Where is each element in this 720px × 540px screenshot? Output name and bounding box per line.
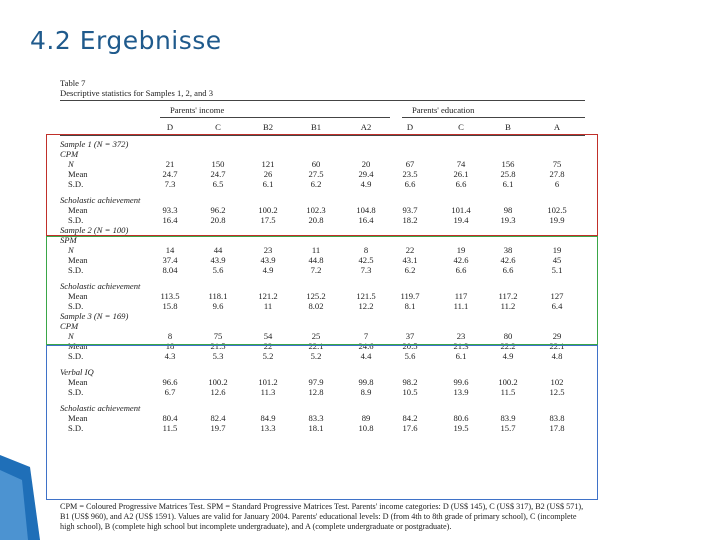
table-cell: 21 [165, 159, 175, 169]
table-cell: 12.8 [308, 387, 324, 397]
table-cell: 11 [263, 301, 273, 311]
table-cell: 21.3 [453, 341, 469, 351]
table-cell: 83.3 [308, 413, 324, 423]
table-cell: 18.1 [308, 423, 324, 433]
table-cell: 17.5 [260, 215, 276, 225]
table-cell: 99.8 [358, 377, 374, 387]
table-cell: 93.7 [402, 205, 418, 215]
sample-2-highlight-box [46, 236, 598, 345]
table-cell: 125.2 [306, 291, 326, 301]
table-cell: 67 [405, 159, 415, 169]
table-cell: 156 [501, 159, 515, 169]
table-cell: 117 [454, 291, 468, 301]
table-cell: 4.4 [360, 351, 372, 361]
group-header-education: Parents' education [412, 105, 475, 115]
column-header: D [166, 122, 174, 132]
top-rule [60, 100, 585, 101]
row-label: S.D. [68, 387, 84, 397]
table-cell: 5.6 [404, 351, 416, 361]
sample-label: Sample 1 (N = 372) [60, 139, 129, 149]
table-cell: 5.6 [212, 265, 224, 275]
table-cell: 11.5 [162, 423, 178, 433]
table-cell: 100.2 [258, 205, 278, 215]
column-header: D [406, 122, 414, 132]
table-cell: 5.1 [551, 265, 563, 275]
table-cell: 22.1 [549, 341, 565, 351]
table-cell: 80 [503, 331, 513, 341]
table-cell: 80.4 [162, 413, 178, 423]
row-label: S.D. [68, 301, 84, 311]
table-cell: 12.5 [549, 387, 565, 397]
row-label: S.D. [68, 265, 84, 275]
table-cell: 16.4 [162, 215, 178, 225]
table-cell: 82.4 [210, 413, 226, 423]
table-cell: 6.1 [262, 179, 274, 189]
table-cell: 119.7 [400, 291, 420, 301]
table-cell: 4.9 [262, 265, 274, 275]
table-cell: 19.3 [500, 215, 516, 225]
sample-3-highlight-box [46, 345, 598, 500]
table-cell: 37 [405, 331, 415, 341]
table-cell: 11.1 [453, 301, 469, 311]
table-cell: 10.8 [358, 423, 374, 433]
table-cell: 98.2 [402, 377, 418, 387]
table-cell: 20 [361, 159, 371, 169]
table-cell: 7 [363, 331, 369, 341]
table-cell: 20.8 [210, 215, 226, 225]
table-cell: 96.2 [210, 205, 226, 215]
table-cell: 13.9 [453, 387, 469, 397]
table-cell: 5.2 [310, 351, 322, 361]
table-cell: 20.8 [308, 215, 324, 225]
table-cell: 23.5 [402, 169, 418, 179]
table-cell: 42.6 [500, 255, 516, 265]
table-cell: 113.5 [160, 291, 180, 301]
row-label: N [68, 245, 74, 255]
row-label: Mean [68, 377, 88, 387]
table-cell: 6.2 [310, 179, 322, 189]
row-label: S.D. [68, 215, 84, 225]
table-cell: 84.9 [260, 413, 276, 423]
table-cell: 25.8 [500, 169, 516, 179]
table-cell: 19 [456, 245, 466, 255]
table-cell: 22 [405, 245, 415, 255]
table-cell: 6.6 [404, 179, 416, 189]
table-cell: 13.3 [260, 423, 276, 433]
table-cell: 23 [263, 245, 273, 255]
table-cell: 102.5 [547, 205, 567, 215]
measure-label: Scholastic achievement [60, 403, 141, 413]
table-cell: 96.6 [162, 377, 178, 387]
table-cell: 84.2 [402, 413, 418, 423]
table-cell: 100.2 [498, 377, 518, 387]
row-label: S.D. [68, 423, 84, 433]
table-cell: 6.4 [551, 301, 563, 311]
table-cell: 18.2 [402, 215, 418, 225]
table-cell: 102 [550, 377, 564, 387]
table-cell: 6.5 [212, 179, 224, 189]
table-cell: 29.4 [358, 169, 374, 179]
table-cell: 8 [363, 245, 369, 255]
table-cell: 8 [167, 331, 173, 341]
table-cell: 6.1 [455, 351, 467, 361]
table-cell: 6.1 [502, 179, 514, 189]
table-cell: 25 [311, 331, 321, 341]
measure-label: CPM [60, 321, 79, 331]
table-cell: 22.1 [308, 341, 324, 351]
table-cell: 17.8 [549, 423, 565, 433]
row-label: Mean [68, 291, 88, 301]
table-cell: 44.8 [308, 255, 324, 265]
table-cell: 45 [552, 255, 562, 265]
table-cell: 26 [263, 169, 273, 179]
table-cell: 5.2 [262, 351, 274, 361]
table-cell: 19.5 [453, 423, 469, 433]
column-header: B [505, 122, 511, 132]
table-cell: 101.2 [258, 377, 278, 387]
decorative-corner-shape [0, 455, 50, 540]
table-cell: 11 [311, 245, 321, 255]
table-cell: 97.9 [308, 377, 324, 387]
table-cell: 43.1 [402, 255, 418, 265]
row-label: Mean [68, 341, 88, 351]
column-header: C [215, 122, 221, 132]
table-cell: 104.8 [356, 205, 376, 215]
table-cell: 101.4 [451, 205, 471, 215]
table-cell: 17.6 [402, 423, 418, 433]
table-cell: 83.9 [500, 413, 516, 423]
table-cell: 15.7 [500, 423, 516, 433]
table-cell: 8.1 [404, 301, 416, 311]
table-cell: 27.8 [549, 169, 565, 179]
table-cell: 9.6 [212, 301, 224, 311]
table-cell: 22.2 [500, 341, 516, 351]
column-header: B2 [262, 122, 274, 132]
table-cell: 19.4 [453, 215, 469, 225]
row-label: N [68, 331, 74, 341]
table-cell: 37.4 [162, 255, 178, 265]
table-cell: 4.3 [164, 351, 176, 361]
table-cell: 20.5 [402, 341, 418, 351]
table-cell: 21.5 [210, 341, 226, 351]
table-cell: 19.9 [549, 215, 565, 225]
table-cell: 54 [263, 331, 273, 341]
table-cell: 89 [361, 413, 371, 423]
income-group-rule [160, 117, 390, 118]
measure-label: Verbal IQ [60, 367, 94, 377]
table-cell: 99.6 [453, 377, 469, 387]
table-cell: 127 [550, 291, 564, 301]
row-label: S.D. [68, 351, 84, 361]
row-label: Mean [68, 255, 88, 265]
table-cell: 29 [552, 331, 562, 341]
table-cell: 4.9 [360, 179, 372, 189]
table-cell: 7.3 [360, 265, 372, 275]
table-notes: CPM = Coloured Progressive Matrices Test. SPM = Standard Progressive Matrices Test. Parents' income categories: D (US$ 145), C (US$ 317), B2 (US$ 571), B1 (US$ 960), and A2 (US$ 1591). Values are valid for January 2004. Parents' educational levels: D (from 4th to 8th grade of primary school), C (incomplete high school), B (complete high school but incomplete undergraduate), and A (complete undergraduate or postgraduate). [60, 502, 584, 531]
sample-label: Sample 2 (N = 100) [60, 225, 129, 235]
measure-label: SPM [60, 235, 77, 245]
table-cell: 24.6 [358, 341, 374, 351]
sample-label: Sample 3 (N = 169) [60, 311, 129, 321]
table-cell: 80.6 [453, 413, 469, 423]
table-cell: 19 [552, 245, 562, 255]
table-cell: 26.1 [453, 169, 469, 179]
table-cell: 44 [213, 245, 223, 255]
table-cell: 15.8 [162, 301, 178, 311]
table-cell: 8.02 [308, 301, 324, 311]
table-caption-title: Descriptive statistics for Samples 1, 2, and 3 [60, 88, 213, 98]
table-cell: 83.8 [549, 413, 565, 423]
table-cell: 11.2 [500, 301, 516, 311]
table-cell: 118.1 [208, 291, 228, 301]
table-cell: 100.2 [208, 377, 228, 387]
column-header: C [458, 122, 464, 132]
slide-title: 4.2 Ergebnisse [30, 26, 222, 55]
table-cell: 12.6 [210, 387, 226, 397]
table-cell: 6.6 [502, 265, 514, 275]
table-cell: 8.04 [162, 265, 178, 275]
table-cell: 6.6 [455, 179, 467, 189]
table-cell: 6.2 [404, 265, 416, 275]
table-cell: 19.7 [210, 423, 226, 433]
table-cell: 74 [456, 159, 466, 169]
column-header: B1 [310, 122, 322, 132]
table-cell: 38 [503, 245, 513, 255]
table-caption-number: Table 7 [60, 78, 86, 88]
table-cell: 10.5 [402, 387, 418, 397]
table-cell: 43.9 [210, 255, 226, 265]
table-cell: 75 [552, 159, 562, 169]
row-label: N [68, 159, 74, 169]
table-cell: 4.9 [502, 351, 514, 361]
table-cell: 117.2 [498, 291, 518, 301]
table-cell: 24.7 [162, 169, 178, 179]
row-label: Mean [68, 169, 88, 179]
education-group-rule [402, 117, 585, 118]
table-cell: 24.7 [210, 169, 226, 179]
table-cell: 42.5 [358, 255, 374, 265]
table-cell: 102.3 [306, 205, 326, 215]
table-cell: 7.3 [164, 179, 176, 189]
row-label: Mean [68, 205, 88, 215]
table-cell: 43.9 [260, 255, 276, 265]
table-cell: 98 [503, 205, 513, 215]
table-cell: 121.5 [356, 291, 376, 301]
table-cell: 6.7 [164, 387, 176, 397]
table-cell: 27.5 [308, 169, 324, 179]
table-cell: 18 [165, 341, 175, 351]
table-cell: 75 [213, 331, 223, 341]
table-cell: 6.6 [455, 265, 467, 275]
table-cell: 5.3 [212, 351, 224, 361]
measure-label: Scholastic achievement [60, 195, 141, 205]
table-cell: 22 [263, 341, 273, 351]
table-cell: 121.2 [258, 291, 278, 301]
table-cell: 23 [456, 331, 466, 341]
table-cell: 60 [311, 159, 321, 169]
measure-label: CPM [60, 149, 79, 159]
table-cell: 42.6 [453, 255, 469, 265]
table-cell: 7.2 [310, 265, 322, 275]
table-cell: 121 [261, 159, 275, 169]
column-header: A2 [360, 122, 372, 132]
table-cell: 14 [165, 245, 175, 255]
table-cell: 93.3 [162, 205, 178, 215]
table-cell: 11.3 [260, 387, 276, 397]
row-label: Mean [68, 413, 88, 423]
table-cell: 150 [211, 159, 225, 169]
table-cell: 4.8 [551, 351, 563, 361]
column-header: A [553, 122, 561, 132]
sample-1-highlight-box [46, 134, 598, 236]
row-label: S.D. [68, 179, 84, 189]
group-header-income: Parents' income [170, 105, 225, 115]
measure-label: Scholastic achievement [60, 281, 141, 291]
table-cell: 6 [554, 179, 560, 189]
table-cell: 16.4 [358, 215, 374, 225]
table-cell: 11.5 [500, 387, 516, 397]
table-cell: 12.2 [358, 301, 374, 311]
table-cell: 8.9 [360, 387, 372, 397]
